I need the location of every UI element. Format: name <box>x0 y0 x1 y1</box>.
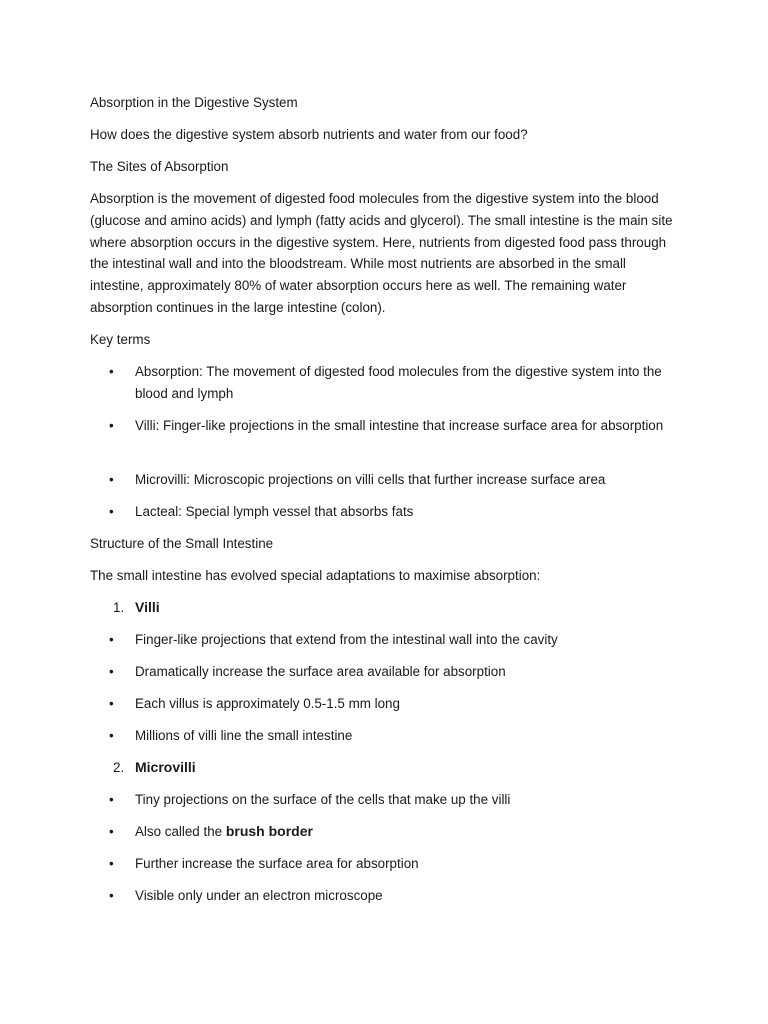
key-term-text: Lacteal: Special lymph vessel that absorbs fats <box>135 504 414 519</box>
brush-border-prefix: Also called the <box>135 824 226 839</box>
list-number: 2. <box>113 760 125 775</box>
key-term-item <box>109 415 669 437</box>
key-term-item <box>109 469 669 491</box>
bullet-marker: • <box>109 504 114 519</box>
list-number: 1. <box>113 600 125 615</box>
key-term-text: Microvilli: Microscopic projections on villi cells that further increase surface area <box>135 472 606 487</box>
villi-point-text: Each villus is approximately 0.5-1.5 mm long <box>135 696 400 711</box>
section-heading-sites: The Sites of Absorption <box>90 159 229 174</box>
microvilli-point <box>109 789 669 811</box>
microvilli-point <box>109 885 669 907</box>
bullet-marker: • <box>109 888 114 903</box>
numbered-heading-microvilli <box>113 758 196 777</box>
villi-heading: Villi <box>135 599 160 615</box>
document-title: Absorption in the Digestive System <box>90 95 298 110</box>
bullet-marker: • <box>109 472 114 487</box>
key-term-item <box>109 361 669 405</box>
villi-point <box>109 661 669 683</box>
key-term-text: Absorption: The movement of digested food molecules from the digestive system into the blood and lymph <box>135 364 662 401</box>
villi-point-text: Millions of villi line the small intestine <box>135 728 353 743</box>
intro-paragraph: Absorption is the movement of digested food molecules from the digestive system into the blood (glucose and amino acids) and lymph (fatty acids and glycerol). The small intestine is the main site where absorption occurs in the digestive system. Here, nutrients from digested food pass through the intestinal wall and into the bloodstream. While most nutrients are absorbed in the small intestine, approximately 80% of water absorption occurs here as well. The remaining water absorption continues in the large intestine (colon). <box>90 191 673 315</box>
bullet-marker: • <box>109 632 114 647</box>
bullet-marker: • <box>109 856 114 871</box>
section-heading-structure: Structure of the Small Intestine <box>90 536 274 551</box>
bullet-marker: • <box>109 824 114 839</box>
villi-point-text: Finger-like projections that extend from the intestinal wall into the cavity <box>135 632 558 647</box>
bullet-marker: • <box>109 364 114 379</box>
villi-point <box>109 693 669 715</box>
bullet-marker: • <box>109 418 114 433</box>
numbered-heading-villi <box>113 598 160 617</box>
guiding-question: How does the digestive system absorb nutrients and water from our food? <box>90 127 528 142</box>
bullet-marker: • <box>109 792 114 807</box>
microvilli-point-text: Visible only under an electron microscope <box>135 888 383 903</box>
key-terms-heading: Key terms <box>90 332 151 347</box>
microvilli-point-text: Tiny projections on the surface of the cells that make up the villi <box>135 792 511 807</box>
key-term-text: Villi: Finger-like projections in the small intestine that increase surface area for absorption <box>135 418 664 433</box>
bullet-marker: • <box>109 696 114 711</box>
bullet-marker: • <box>109 728 114 743</box>
villi-point-text: Dramatically increase the surface area available for absorption <box>135 664 506 679</box>
key-term-item <box>109 501 669 523</box>
bullet-marker: • <box>109 664 114 679</box>
brush-border-term: brush border <box>225 823 313 839</box>
villi-point <box>109 725 669 747</box>
microvilli-point-text <box>135 821 669 843</box>
villi-point <box>109 629 669 651</box>
microvilli-heading: Microvilli <box>135 759 196 775</box>
microvilli-point <box>109 821 669 843</box>
structure-intro: The small intestine has evolved special adaptations to maximise absorption: <box>90 568 541 583</box>
microvilli-point <box>109 853 669 875</box>
microvilli-point-text: Further increase the surface area for absorption <box>135 856 419 871</box>
